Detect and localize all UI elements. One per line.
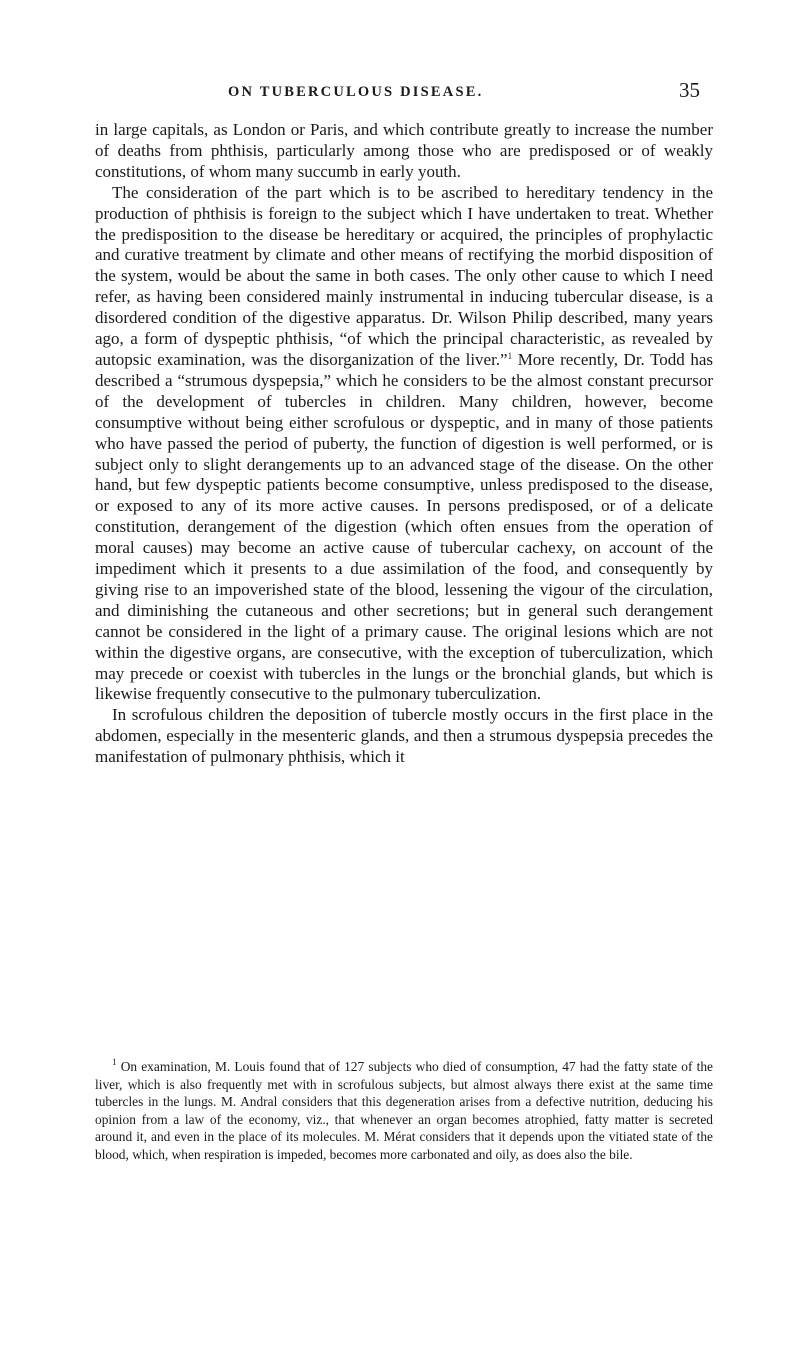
footnote-marker: 1	[112, 1057, 117, 1067]
body-text	[95, 120, 713, 768]
footnote	[95, 1058, 713, 1164]
footnote-text	[95, 1058, 713, 1164]
paragraph-text: The consideration of the part which is to be ascribed to hereditary tendency in the production of phthisis is foreign to the subject which I have undertaken to treat. Whether the predisposition to the disease be hereditary or acquired, the principles of prophylactic and curative treatment by climate and other means of rectifying the morbid disposition of the system, would be about the same in both cases. The only other cause to which I need refer, as having been considered mainly instrumental in inducing tubercular disease, is a disordered condition of the digestive apparatus. Dr. Wilson Philip described, many years ago, a form of dyspeptic phthisis, “of which the principal characteristic, as revealed by autopsic examination, was the disorganization of the liver.”	[95, 182, 713, 369]
paragraph: In scrofulous children the deposition of tubercle mostly occurs in the first place in the abdomen, especially in the mesenteric glands, and then a strumous dyspepsia precedes the manifestation of pulmonary phthisis, which it	[95, 705, 713, 767]
running-header	[100, 78, 700, 110]
paragraph-text: More recently, Dr. Todd has described a “strumous dyspepsia,” which he considers to be the almost constant precursor of the development of tubercles in children. Many children, however, become consumptive without being either scrofulous or dyspeptic, and in many of those patients who have passed the period of puberty, the function of digestion is well performed, or is subject only to slight derangements up to an advanced stage of the disease. On the other hand, but few dyspeptic patients become consumptive, unless predisposed to the disease, or exposed to any of its more active causes. In persons predisposed, or of a delicate constitution, derangement of the digestion (which often ensues from the operation of moral causes) may become an active cause of tubercular cachexy, on account of the impediment which it presents to a due assimilation of the food, and consequently by giving rise to an impoverished state of the blood, lessening the vigour of the circulation, and diminishing the cutaneous and other secretions; but in general such derangement cannot be considered in the light of a primary cause. The original lesions which are not within the digestive organs, are consecutive, with the exception of tuberculization, which may precede or coexist with tubercles in the lungs or the bronchial glands, but which is likewise frequently consecutive to the pulmonary tuberculization.	[95, 349, 714, 704]
running-title: ON TUBERCULOUS DISEASE.	[228, 84, 484, 100]
footnote-body: On examination, M. Louis found that of 127 subjects who died of consumption, 47 had the fatty state of the liver, which is also frequently met with in scrofulous subjects, but almost always there exist at the same time tubercles in the lungs. M. Andral considers that this degeneration arises from a defective nutrition, deducing his opinion from a law of the economy, viz., that whenever an organ becomes atrophied, fatty matter is secreted around it, and even in the place of its molecules. M. Mérat considers that it depends upon the vitiated state of the blood, which, when respiration is impeded, becomes more carbonated and oily, as does also the bile.	[95, 1059, 713, 1162]
paragraph: in large capitals, as London or Paris, and which contribute greatly to increase the number of deaths from phthisis, particularly among those who are predisposed or of weakly constitutions, of whom many succumb in early youth.	[95, 120, 713, 181]
page-number: 35	[679, 78, 700, 102]
footnote-reference: 1	[507, 350, 513, 361]
paragraph	[95, 183, 713, 706]
